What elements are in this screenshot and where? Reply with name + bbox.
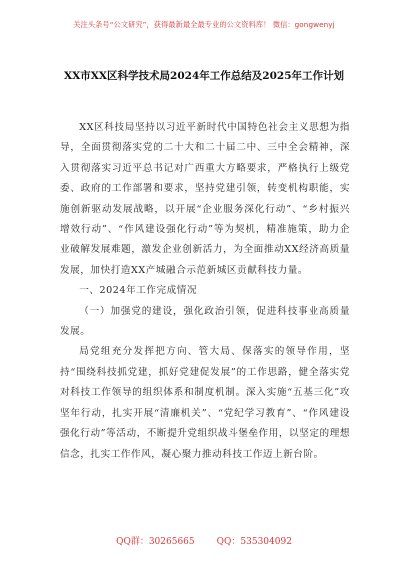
footer-contact bbox=[0, 534, 408, 547]
qq-number: QQ：535304092 bbox=[216, 537, 292, 547]
section-heading: 一、2024年工作完成情况 bbox=[79, 285, 198, 297]
document-body bbox=[60, 118, 350, 465]
intro-paragraph: XX区科技局坚持以习近平新时代中国特色社会主义思想为指导，全面贯彻落实党的二十大和二十届二中、三中全会精神，深入贯彻落实习近平总书记对广西重大方略要求，严格执行上级党委、政府的工作部署和要求，坚持党建引领，转变机构职能，实施创新驱动发展战略，以开展“企业服务深化行动”、“乡村振兴增效行动”、“作风建设强化行动”等为契机，精准施策，助力企业破解发展难题，激发企业创新活力，为全面推动XX经济高质量发展，加快打造XX产城融合示范新城区贡献科技力量。 bbox=[60, 122, 350, 276]
promo-banner: 关注头条号“公文研究”，获得最新最全最专业的公文资料库！ 微信：gongwenyj bbox=[73, 20, 335, 29]
subsection-heading: （一）加强党的建设，强化政治引领，促进科技事业高质量发展。 bbox=[60, 305, 350, 338]
qq-group-number: QQ群：30265665 bbox=[116, 537, 195, 547]
body-paragraph: 局党组充分发挥把方向、管大局、保落实的领导作用，坚持“围绕科技抓党建，抓好党建促发展”的工作思路，健全落实党对科技工作领导的组织体系和制度机制。深入实施“五基三化”攻坚年行动，扎实开展“清廉机关”、“党纪学习教育”、“作风建设强化行动”等活动，不断提升党组织战斗堡垒作用，以坚定的理想信念，扎实工作作风，凝心聚力推动科技工作迈上新台阶。 bbox=[60, 346, 350, 460]
document-title: XX市XX区科学技术局2024年工作总结及2025年工作计划 bbox=[63, 70, 345, 82]
